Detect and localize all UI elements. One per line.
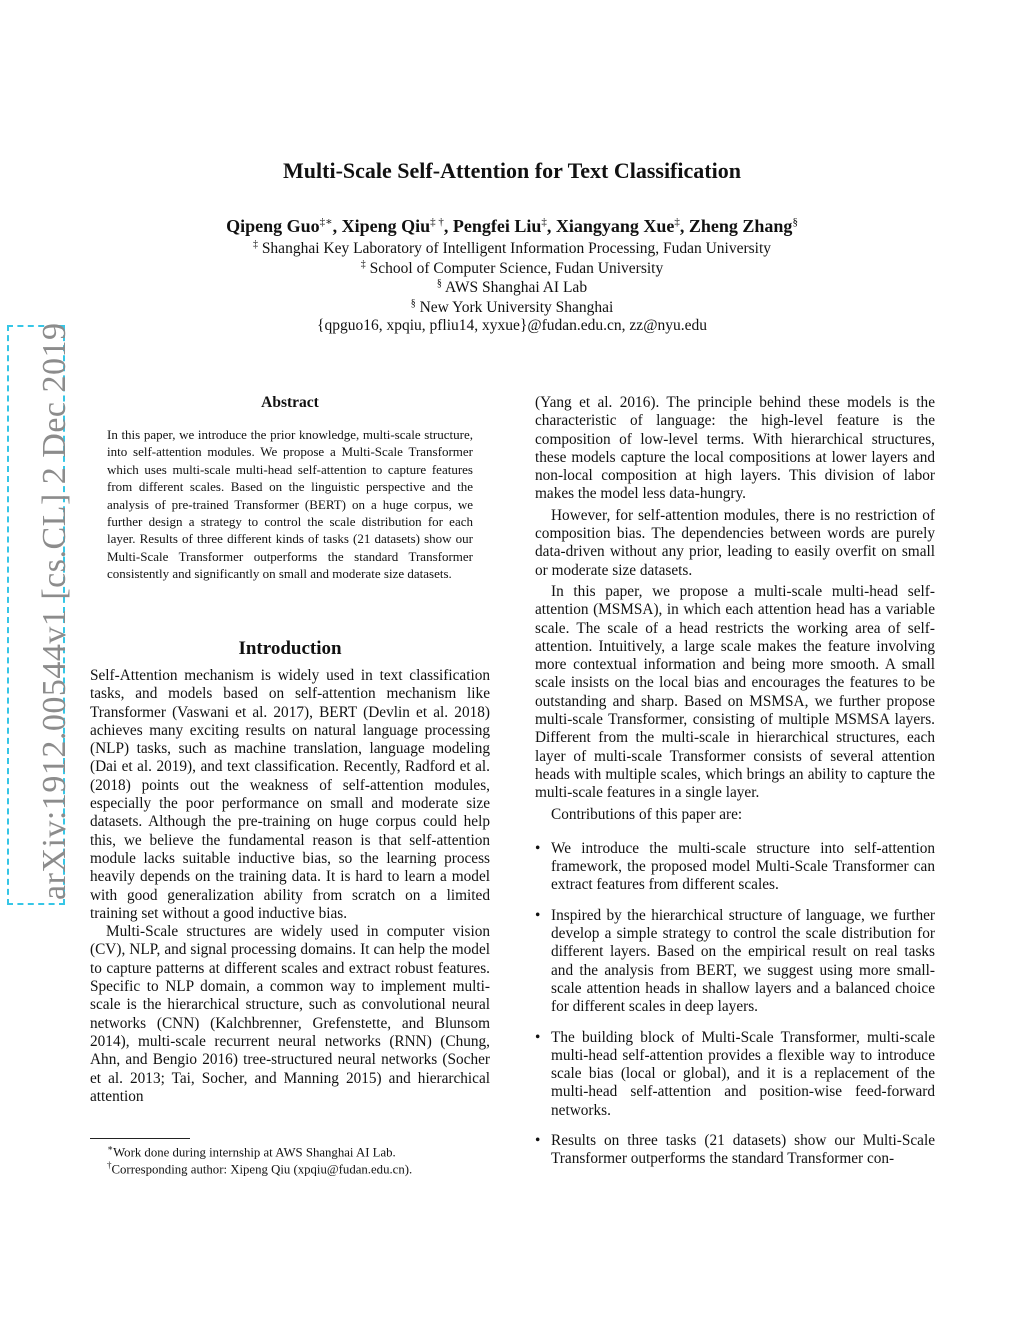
- bullet-icon: •: [535, 1131, 541, 1149]
- author-marks: ‡: [674, 216, 680, 228]
- author-marks: ‡: [541, 216, 547, 228]
- contribution-text: The building block of Multi-Scale Transformer, multi-scale multi-head self-attention provides a flexible way to introduce scale bias (local or global), and it is a replacement of the multi-head self-attention and position-wise feed-forward networks.: [551, 1028, 935, 1119]
- introduction-heading: Introduction: [238, 638, 342, 659]
- affiliation-text: AWS Shanghai AI Lab: [444, 279, 588, 297]
- intro-paragraph: Multi-Scale structures are widely used in computer vision (CV), NLP, and signal processing domains. It can help the model to capture patterns at different scales and extract robust features. Specific to NLP domain, a common way to implement multi-scale is the hierarchical structure, such as convolutional neural networks (CNN) (Kalchbrenner, Grefenstette, and Blunsom 2014), multi-scale recurrent neural networks (RNN) (Chung, Ahn, and Bengio 2016) tree-structured neural networks (Socher et al. 2013; Tai, Socher, and Manning 2015) and hierarchical attention: [90, 923, 490, 1105]
- affiliation: [0, 259, 1024, 278]
- left-column-body: [90, 667, 490, 1106]
- author-marks: ‡∗: [319, 216, 333, 228]
- abstract-text: In this paper, we introduce the prior knowledge, multi-scale structure, into self-attention modules. We propose a Multi-Scale Transformer which uses multi-scale multi-head self-attention to capture features from different scales. Based on the linguistic perspective and the analysis of pre-trained Transformer (BERT) on a huge corpus, we further design a strategy to control the scale distribution for each layer. Results of three different kinds of tasks (21 datasets) show our Multi-Scale Transformer outperforms the standard Transformer consistently and significantly on small and moderate size datasets.: [107, 427, 473, 582]
- intro-paragraph: Self-Attention mechanism is widely used in text classification tasks, and models based on self-attention mechanism like Transformer (Vaswani et al. 2017), BERT (Devlin et al. 2018) achieves many exciting results on natural language processing (NLP) tasks, such as machine translation, language modeling (Dai et al. 2019), and text classification. Recently, Radford et al. (2018) points out the weakness of self-attention modules, especially the poor performance on small and moderate size datasets. Although the pre-training on huge corpus could help this, we believe the fundamental reason is that self-attention module lacks suitable inductive bias, so the learning process heavily depends on the training data. It is hard to learn a model with good generalization ability from scratch on a limited training set without a good inductive bias.: [90, 667, 490, 922]
- author-emails: {qpguo16, xpqiu, pfliu14, xyxue}@fudan.edu.cn, zz@nyu.edu: [317, 317, 707, 334]
- affiliation-mark: §: [436, 278, 442, 289]
- abstract-heading: Abstract: [261, 394, 319, 411]
- footnote-mark: ∗: [107, 1143, 114, 1153]
- body-paragraph: In this paper, we propose a multi-scale multi-head self-attention (MSMSA), in which each attention head has a variable scale. The scale of a head restricts the working area of self-attention. Intuitively, a large scale makes the feature involving more contextual information and being more smooth. A small scale insists on the local bias and encourages the features to be outstanding and sharp. Based on MSMSA, we further propose multi-scale Transformer, consisting of multiple MSMSA layers. Different from the multi-scale in hierarchical structures, each layer of multi-scale Transformer consists of several attention heads with multiple scales, which brings an ability to capture the multi-scale features in a single layer.: [535, 582, 935, 802]
- affiliation: [0, 298, 1024, 317]
- arxiv-identifier: arXiv:1912.00544v1 [cs.CL] 2 Dec 2019: [36, 322, 73, 900]
- footnote: [107, 1160, 507, 1177]
- contributions-intro: Contributions of this paper are:: [551, 805, 743, 823]
- author-name: Zheng Zhang: [688, 216, 793, 236]
- author-name: Qipeng Guo: [226, 216, 320, 236]
- affiliation-mark: ‡: [252, 239, 258, 250]
- affiliation-mark: §: [410, 298, 416, 309]
- bullet-icon: •: [535, 1028, 541, 1046]
- author-marks: §: [792, 216, 798, 228]
- author-name: Pengfei Liu: [452, 216, 542, 236]
- affiliation-text: New York University Shanghai: [419, 299, 614, 317]
- body-paragraph: (Yang et al. 2016). The principle behind these models is the characteristic of language: the high-level feature is the composition of low-level terms. With hierarchical structures, these models capture the local compositions at lower layers and non-local composition at high layers. This division of labor makes the model less data-hungry.: [535, 394, 935, 503]
- footnote: [107, 1143, 507, 1160]
- affiliation: [0, 278, 1024, 297]
- affiliation-text: Shanghai Key Laboratory of Intelligent Information Processing, Fudan University: [261, 240, 772, 258]
- affiliation-mark: ‡: [360, 259, 366, 270]
- contribution-item: [535, 1132, 935, 1169]
- author-name: Xipeng Qiu: [341, 216, 431, 236]
- footnote-mark: †: [107, 1160, 112, 1170]
- bullet-icon: •: [535, 906, 541, 924]
- contribution-text: Inspired by the hierarchical structure of language, we further develop a simple strategy to control the scale distribution for different layers. Based on the empirical result on real tasks and the analysis from BERT, we suggest using more small-scale attention heads in shallow layers and a balanced choice for different scales in deep layers.: [551, 906, 935, 1016]
- arxiv-stamp: [0, 0, 73, 900]
- contribution-item: [535, 840, 935, 895]
- affiliation-text: School of Computer Science, Fudan University: [369, 260, 664, 278]
- author-marks: ‡ †: [430, 216, 444, 228]
- footnote-text: Corresponding author: Xipeng Qiu (xpqiu@fudan.edu.cn).: [111, 1162, 413, 1177]
- bullet-icon: •: [535, 839, 541, 857]
- contributions-list: [535, 840, 935, 1169]
- paper-title: Multi-Scale Self-Attention for Text Classification: [283, 158, 741, 183]
- author-name: Xiangyang Xue: [555, 216, 675, 236]
- right-column-body: [535, 394, 935, 1181]
- footnote-text: Work done during internship at AWS Shanghai AI Lab.: [113, 1145, 396, 1160]
- author-list: Qipeng Guo‡∗, Xipeng Qiu‡ †, Pengfei Liu‡, Xiangyang Xue‡, Zheng Zhang§: [226, 216, 798, 236]
- contribution-item: [535, 907, 935, 1017]
- footnote-divider: [90, 1138, 190, 1139]
- affiliation: [0, 239, 1024, 258]
- contribution-text: Results on three tasks (21 datasets) show our Multi-Scale Transformer outperforms the standard Transformer con-: [551, 1131, 935, 1168]
- body-paragraph: However, for self-attention modules, there is no restriction of composition bias. The dependencies between words are purely data-driven without any prior, leading to easily overfit on small or moderate size datasets.: [535, 506, 935, 579]
- contribution-text: We introduce the multi-scale structure into self-attention framework, the proposed model Multi-Scale Transformer can extract features from different scales.: [551, 839, 935, 894]
- contribution-item: [535, 1029, 935, 1120]
